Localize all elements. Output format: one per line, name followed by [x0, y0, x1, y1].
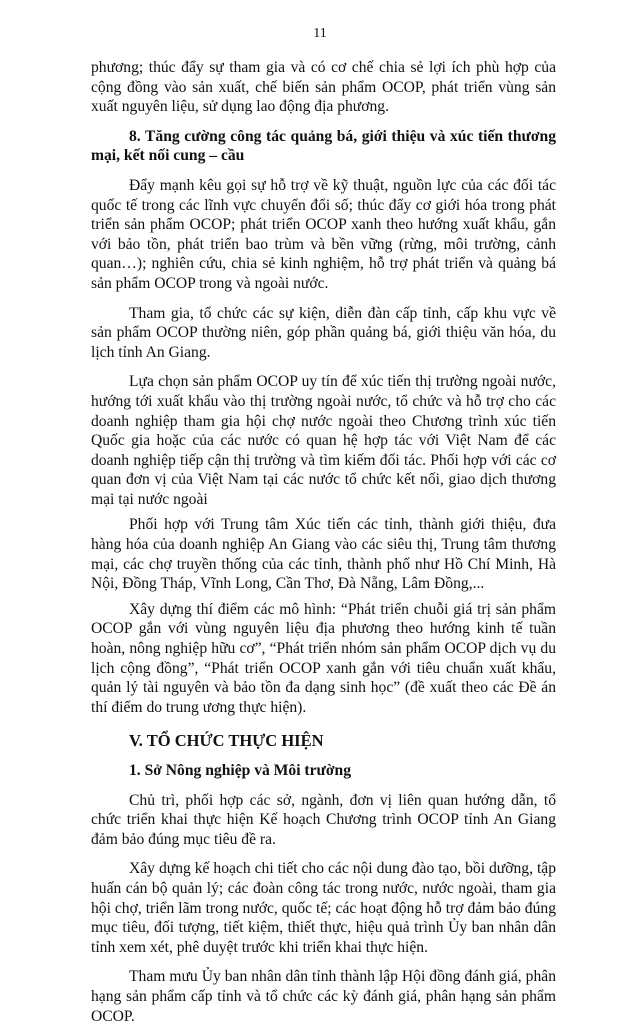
heading-section-v: V. TỔ CHỨC THỰC HIỆN: [129, 731, 324, 751]
paragraph: Lựa chọn sản phẩm OCOP uy tín để xúc tiến thị trường ngoài nước, hướng tới xuất khẩu vào thị trường ngoài nước, tổ chức và hỗ trợ cho các doanh nghiệp tham gia hội chợ nước ngoài theo Chương trình xúc tiến Quốc gia hoặc của các nước có quan hệ hợp tác với Việt Nam để các doanh nghiệp tiếp cận thị trường và tìm kiếm đối tác. Phối hợp với các cơ quan đơn vị của Việt Nam tại các nước tổ chức kết nối, giao dịch thương mại tại nước ngoài: [91, 373, 556, 508]
paragraph: Phối hợp với Trung tâm Xúc tiến các tỉnh, thành giới thiệu, đưa hàng hóa của doanh nghiệp An Giang vào các siêu thị, Trung tâm thương mại, các chợ truyền thống của các tỉnh, thành phố như Hồ Chí Minh, Hà Nội, Đồng Tháp, Vĩnh Long, Cần Thơ, Đà Nẵng, Lâm Đồng,...: [91, 516, 556, 593]
paragraph: Xây dựng kế hoạch chi tiết cho các nội dung đào tạo, bồi dưỡng, tập huấn cán bộ quản lý; các đoàn công tác trong nước, nước ngoài, tham gia hội chợ, triển lãm trong nước, quốc tế; các hoạt động hỗ trợ đảm bảo đúng mục tiêu, đối tượng, tiết kiệm, thiết thực, hiệu quả trình Ủy ban nhân dân tỉnh xem xét, phê duyệt trước khi triển khai thực hiện.: [91, 860, 556, 956]
paragraph: Đẩy mạnh kêu gọi sự hỗ trợ về kỹ thuật, nguồn lực của các đối tác quốc tế trong các lĩnh vực chuyển đổi số; thúc đẩy cơ giới hóa trong phát triển sản phẩm OCOP; phát triển OCOP xanh theo hướng xuất khẩu, gắn với bảo tồn, phát triển bao trùm và bền vững (rừng, môi trường, cảnh quan…); nghiên cứu, chia sẻ kinh nghiệm, hỗ trợ phát triển và quảng bá sản phẩm OCOP trong và ngoài nước.: [91, 176, 556, 292]
heading-subsection-1: 1. Sở Nông nghiệp và Môi trường: [129, 762, 352, 779]
page-number: 11: [313, 26, 327, 41]
heading-section-8: 8. Tăng cường công tác quảng bá, giới thiệu và xúc tiến thương mại, kết nối cung – cầu: [91, 127, 556, 165]
paragraph: Chủ trì, phối hợp các sở, ngành, đơn vị liên quan hướng dẫn, tổ chức triển khai thực hiện Kế hoạch Chương trình OCOP tỉnh An Giang đảm bảo đúng mục tiêu đề ra.: [91, 791, 556, 848]
document-body: [91, 58, 556, 1036]
paragraph-continuation: phương; thúc đẩy sự tham gia và có cơ chế chia sẻ lợi ích phù hợp của cộng đồng vào sản xuất, chế biến sản phẩm OCOP, phát triển vùng sản xuất nguyên liệu, sử dụng lao động địa phương.: [91, 59, 556, 116]
paragraph: Xây dựng thí điểm các mô hình: “Phát triển chuỗi giá trị sản phẩm OCOP gắn với vùng nguyên liệu địa phương theo hướng kinh tế tuần hoàn, nông nghiệp hữu cơ”, “Phát triển nhóm sản phẩm OCOP dịch vụ du lịch cộng đồng”, “Phát triển OCOP xanh gắn với tiêu chuẩn xuất khẩu, quản lý tài nguyên và bảo tồn đa dạng sinh học” (đề xuất theo các Đề án thí điểm do trung ương thực hiện).: [91, 600, 556, 716]
paragraph: Tham mưu Ủy ban nhân dân tỉnh thành lập Hội đồng đánh giá, phân hạng sản phẩm cấp tỉnh và tổ chức các kỳ đánh giá, phân hạng sản phẩm OCOP.: [91, 968, 556, 1025]
paragraph: Tham gia, tổ chức các sự kiện, diễn đàn cấp tỉnh, cấp khu vực về sản phẩm OCOP thường niên, góp phần quảng bá, giới thiệu văn hóa, du lịch tỉnh An Giang.: [91, 304, 556, 361]
